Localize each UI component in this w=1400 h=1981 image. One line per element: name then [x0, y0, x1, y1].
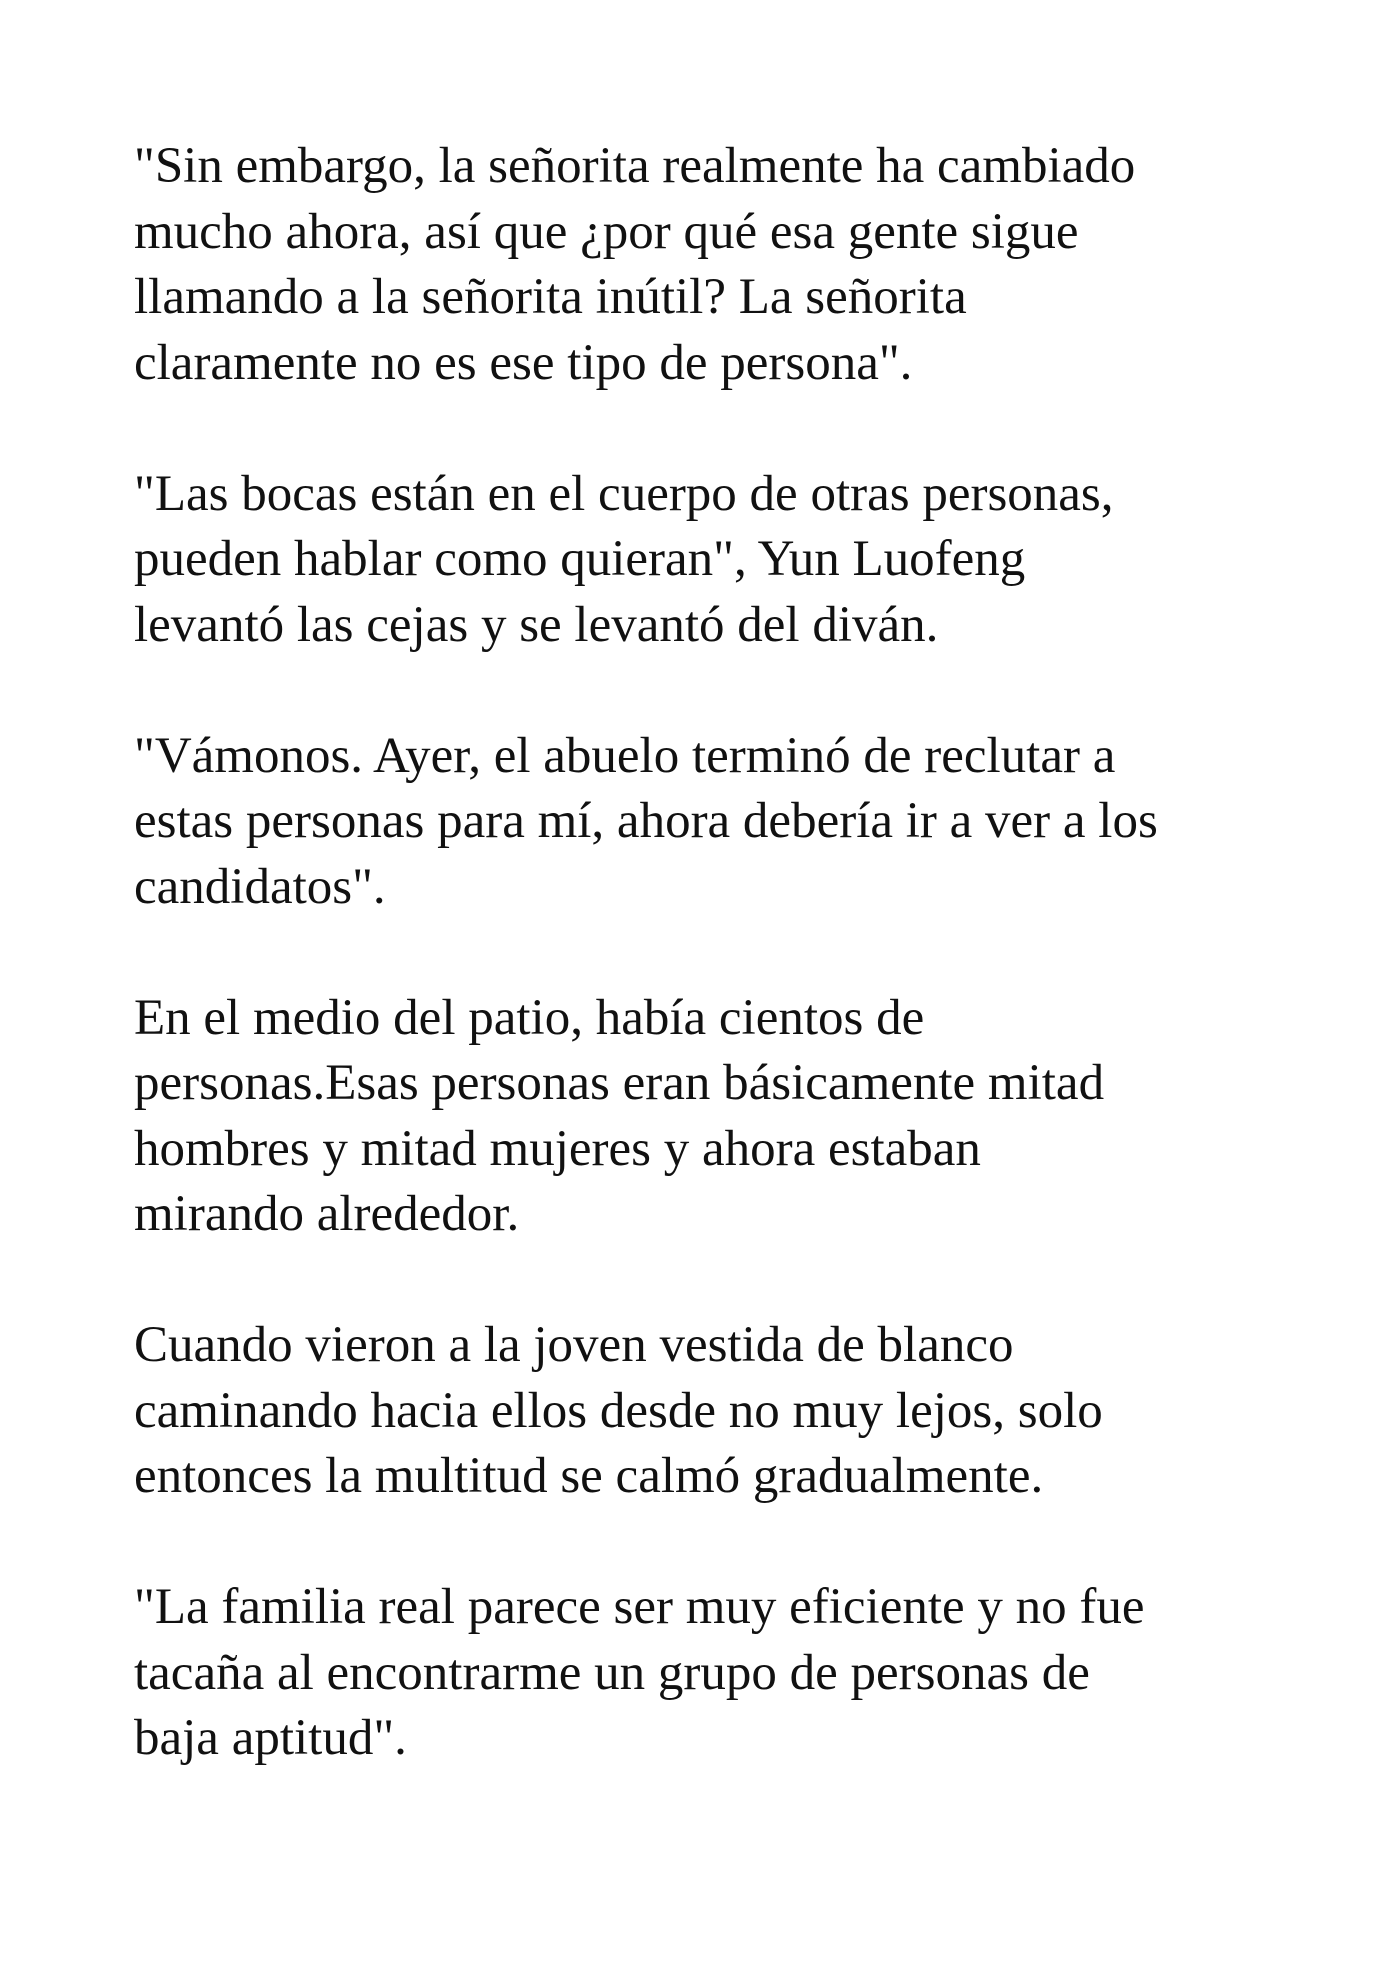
text-body: [134, 134, 1304, 1837]
paragraph: Cuando vieron a la joven vestida de blanco caminando hacia ellos desde no muy lejos, solo entonces la multitud se calmó gradualmente.: [134, 1317, 1103, 1504]
paragraph: "Vámonos. Ayer, el abuelo terminó de reclutar a estas personas para mí, ahora debería ir a ver a los candidatos".: [134, 727, 1158, 915]
paragraph: "Sin embargo, la señorita realmente ha cambiado mucho ahora, así que ¿por qué esa gente sigue llamando a la señorita inútil? La señorita claramente no es ese tipo de persona".: [134, 138, 1136, 391]
paragraph: "La familia real parece ser muy eficiente y no fue tacaña al encontrarme un grupo de personas de baja aptitud".: [134, 1579, 1145, 1766]
paragraph: En el medio del patio, había cientos de personas.Esas personas eran básicamente mitad hombres y mitad mujeres y ahora estaban mirando alrededor.: [134, 989, 1105, 1242]
paragraph: "Las bocas están en el cuerpo de otras personas, pueden hablar como quieran", Yun Luofeng levantó las cejas y se levantó del diván.: [134, 465, 1114, 653]
